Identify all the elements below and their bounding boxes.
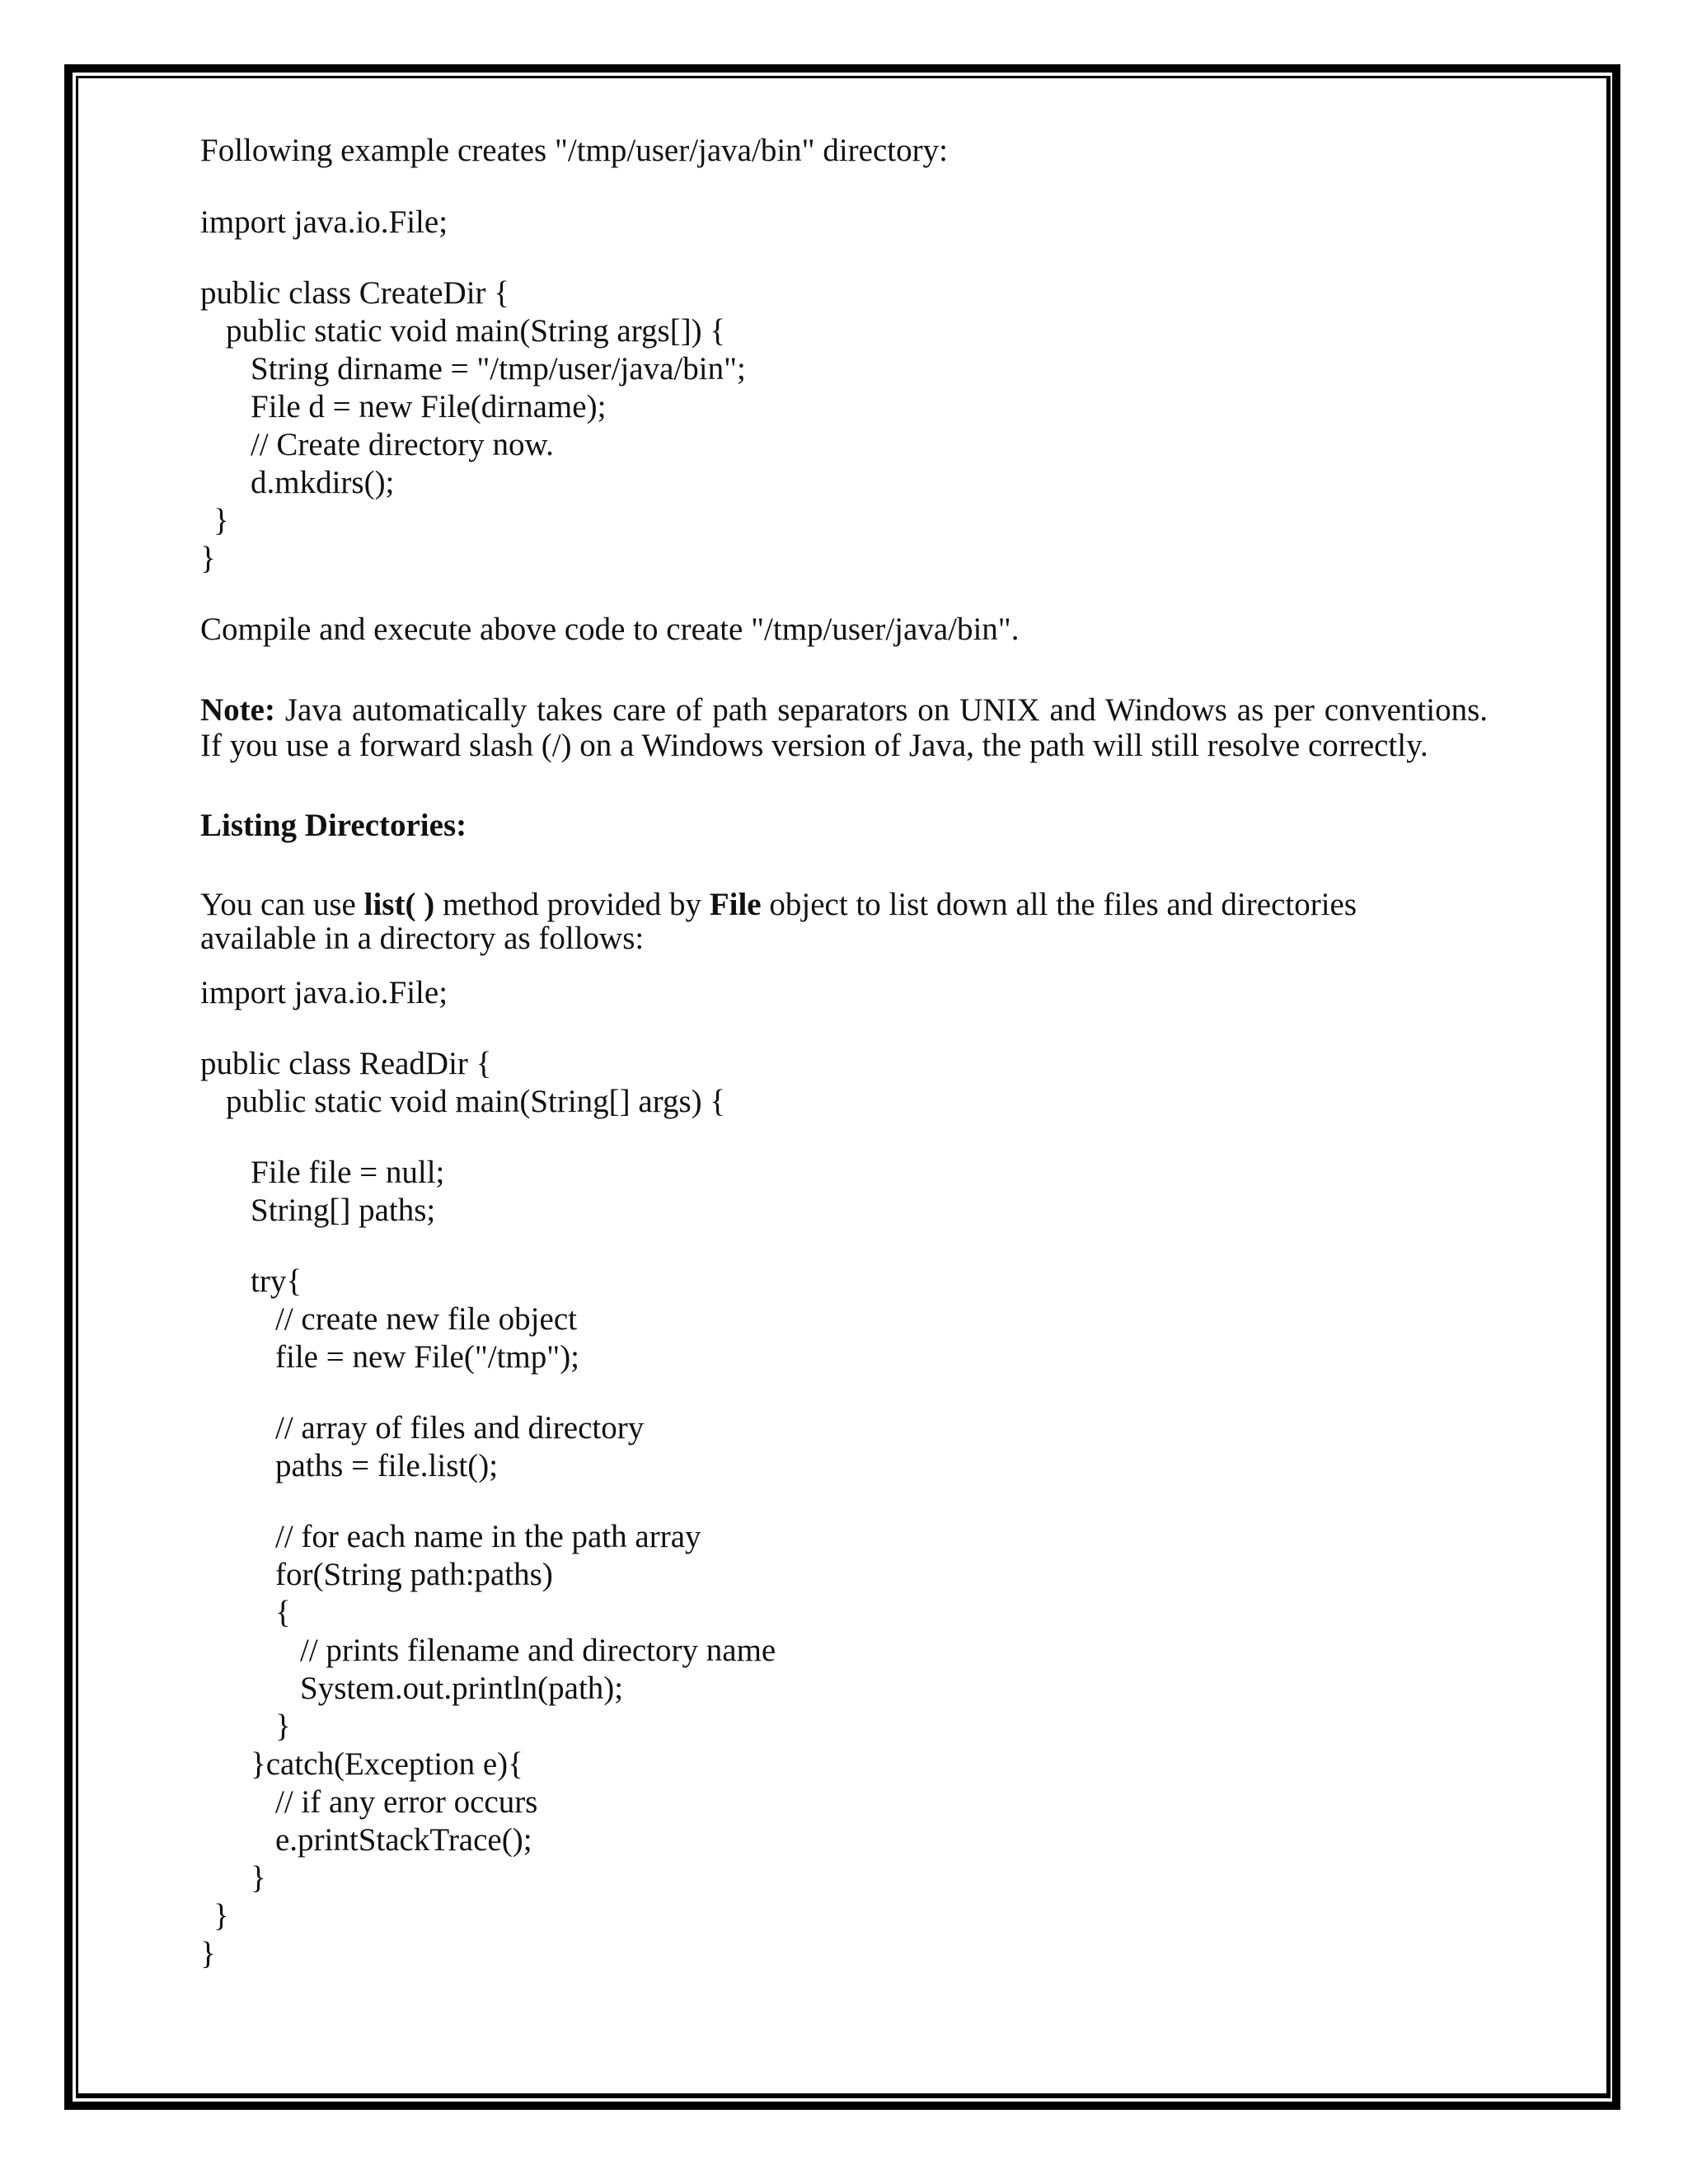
code-line: } [213, 1898, 229, 1934]
note-text: Java automatically takes care of path separators on UNIX and Windows as per conventions. If you use a forward slash (/) on a Windows version of Java, the path will still resolve correctly. [200, 691, 1489, 764]
code-line: d.mkdirs(); [251, 464, 395, 500]
page-border-right-rule [1607, 76, 1611, 2098]
code-line: String dirname = "/tmp/user/java/bin"; [251, 350, 746, 387]
code-line: for(String path:paths) [275, 1556, 553, 1592]
code-line: } [200, 540, 216, 576]
listing-paragraph-line1: You can use list( ) method provided by File object to list down all the files and directories [200, 886, 1357, 922]
page-content [200, 132, 1488, 1973]
code-line: // Create directory now. [251, 426, 554, 462]
file-class-name: File [709, 886, 762, 922]
code-line: try{ [251, 1263, 302, 1299]
code-line: // prints filename and directory name [300, 1632, 776, 1668]
code-line: // array of files and directory [275, 1409, 645, 1446]
code-line: // create new file object [275, 1301, 577, 1337]
code-line: } [200, 1936, 216, 1972]
code-line: } [275, 1708, 291, 1744]
code-block-readdir [200, 974, 1488, 1973]
code-line: // for each name in the path array [275, 1518, 701, 1554]
code-line: File d = new File(dirname); [251, 388, 607, 424]
code-line: String[] paths; [251, 1192, 436, 1228]
list-method-name: list( ) [363, 886, 435, 922]
code-line: e.printStackTrace(); [275, 1822, 532, 1858]
code-line: import java.io.File; [200, 204, 448, 240]
code-line: File file = null; [251, 1154, 445, 1190]
code-line: } [213, 502, 229, 538]
section-heading: Listing Directories: [200, 808, 467, 844]
code-line: public class CreateDir { [200, 274, 510, 311]
code-line: public static void main(String args[]) { [226, 312, 726, 349]
code-line: paths = file.list(); [275, 1447, 499, 1483]
listing-paragraph-line2: available in a directory as follows: [200, 920, 645, 956]
code-line: public class ReadDir { [200, 1045, 492, 1081]
code-block-createdir [200, 204, 1488, 578]
code-line: public static void main(String[] args) { [226, 1083, 726, 1119]
code-line: file = new File("/tmp"); [275, 1338, 580, 1375]
compile-text: Compile and execute above code to create "/tmp/user/java/bin". [200, 611, 1020, 647]
intro-text: Following example creates "/tmp/user/java/bin" directory: [200, 133, 948, 168]
code-line: { [275, 1594, 291, 1630]
code-line: } [251, 1860, 266, 1896]
note-paragraph [200, 692, 1488, 764]
page-border-bottom-rule [76, 2093, 1611, 2097]
code-line: }catch(Exception e){ [251, 1746, 523, 1782]
note-label: Note: [200, 691, 275, 728]
code-line: import java.io.File; [200, 974, 448, 1010]
code-line: System.out.println(path); [300, 1670, 624, 1706]
code-line: // if any error occurs [275, 1784, 538, 1821]
